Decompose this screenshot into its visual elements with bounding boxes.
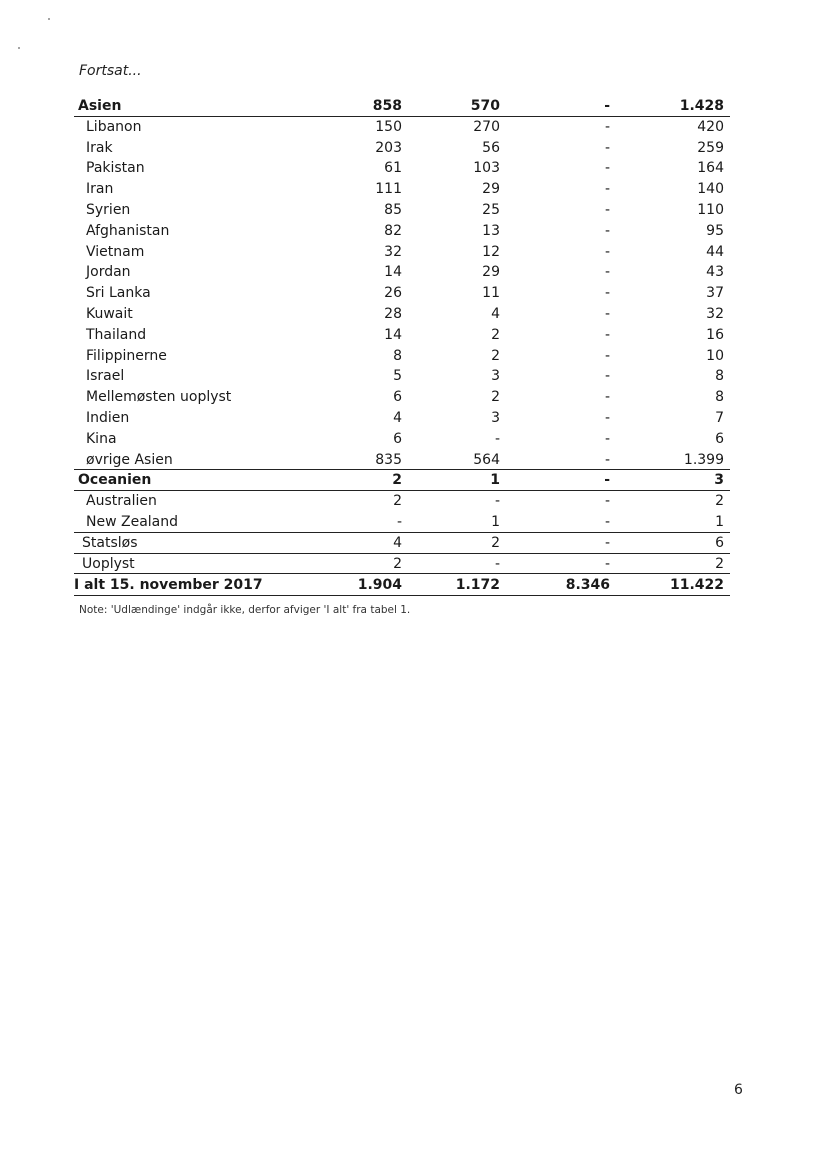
value-col-4: 11.422 bbox=[669, 577, 724, 594]
table-row bbox=[74, 491, 730, 512]
value-col-4: 164 bbox=[697, 160, 724, 177]
value-col-2: - bbox=[494, 493, 500, 510]
value-col-4: 16 bbox=[706, 326, 724, 343]
value-col-4: 44 bbox=[706, 243, 724, 260]
table-row bbox=[74, 450, 730, 471]
row-label: New Zealand bbox=[86, 513, 178, 530]
value-col-3: 8.346 bbox=[565, 577, 610, 594]
table-row bbox=[74, 429, 730, 450]
table-row bbox=[74, 554, 730, 575]
value-col-4: 420 bbox=[697, 118, 724, 135]
value-col-1: 150 bbox=[375, 118, 402, 135]
value-col-3: - bbox=[604, 472, 610, 489]
value-col-3: - bbox=[604, 368, 610, 385]
value-col-4: 10 bbox=[706, 347, 724, 364]
value-col-1: 6 bbox=[393, 430, 402, 447]
table-row bbox=[74, 242, 730, 263]
table-row bbox=[74, 283, 730, 304]
row-label: Filippinerne bbox=[86, 347, 167, 364]
value-col-2: 1 bbox=[490, 472, 500, 489]
value-col-3: - bbox=[604, 451, 610, 468]
row-label: Syrien bbox=[86, 201, 131, 218]
value-col-2: 570 bbox=[470, 98, 500, 114]
statistics-table bbox=[74, 96, 730, 596]
value-col-2: 11 bbox=[482, 285, 500, 302]
row-label: Irak bbox=[86, 139, 113, 156]
row-label: Uoplyst bbox=[82, 555, 135, 572]
value-col-1: 26 bbox=[384, 285, 402, 302]
row-label: I alt 15. november 2017 bbox=[74, 577, 263, 594]
table-row bbox=[74, 179, 730, 200]
value-col-1: 8 bbox=[393, 347, 402, 364]
row-label: Indien bbox=[86, 409, 130, 426]
value-col-3: - bbox=[604, 513, 610, 530]
value-col-2: 2 bbox=[491, 534, 500, 551]
value-col-3: - bbox=[604, 160, 610, 177]
table-row bbox=[74, 262, 730, 283]
value-col-3: - bbox=[604, 430, 610, 447]
row-label: Mellemøsten uoplyst bbox=[86, 389, 232, 406]
value-col-1: 2 bbox=[393, 555, 402, 572]
value-col-2: 29 bbox=[482, 264, 500, 281]
value-col-2: 103 bbox=[473, 160, 500, 177]
value-col-4: 140 bbox=[697, 181, 724, 198]
value-col-1: 858 bbox=[372, 98, 402, 114]
table-row bbox=[74, 138, 730, 159]
table-row bbox=[74, 346, 730, 367]
value-col-3: - bbox=[604, 201, 610, 218]
value-col-3: - bbox=[604, 222, 610, 239]
value-col-1: 2 bbox=[392, 472, 402, 489]
value-col-2: 4 bbox=[491, 305, 500, 322]
value-col-2: 12 bbox=[482, 243, 500, 260]
value-col-3: - bbox=[604, 305, 610, 322]
scan-speck bbox=[18, 47, 20, 49]
value-col-3: - bbox=[604, 243, 610, 260]
row-label: Kuwait bbox=[86, 305, 133, 322]
row-label: Iran bbox=[86, 181, 114, 198]
value-col-3: - bbox=[604, 264, 610, 281]
row-label: Asien bbox=[78, 98, 122, 114]
value-col-2: 25 bbox=[482, 201, 500, 218]
row-label: Jordan bbox=[86, 264, 131, 281]
value-col-1: 2 bbox=[393, 493, 402, 510]
table-row bbox=[74, 158, 730, 179]
table-row bbox=[74, 366, 730, 387]
value-col-3: - bbox=[604, 98, 610, 114]
row-label: Afghanistan bbox=[86, 222, 170, 239]
value-col-1: 835 bbox=[375, 451, 402, 468]
value-col-4: 1 bbox=[715, 513, 724, 530]
table-row bbox=[74, 117, 730, 138]
value-col-2: 56 bbox=[482, 139, 500, 156]
value-col-2: 564 bbox=[473, 451, 500, 468]
row-label: Oceanien bbox=[78, 472, 152, 489]
value-col-3: - bbox=[604, 181, 610, 198]
page-number: 6 bbox=[734, 1082, 743, 1098]
value-col-2: 2 bbox=[491, 347, 500, 364]
value-col-3: - bbox=[604, 326, 610, 343]
value-col-1: 4 bbox=[393, 534, 402, 551]
value-col-2: 270 bbox=[473, 118, 500, 135]
value-col-1: 1.904 bbox=[357, 577, 402, 594]
value-col-2: 2 bbox=[491, 389, 500, 406]
value-col-3: - bbox=[604, 139, 610, 156]
table-row bbox=[74, 200, 730, 221]
value-col-3: - bbox=[604, 493, 610, 510]
value-col-4: 3 bbox=[714, 472, 724, 489]
group-header-row bbox=[74, 470, 730, 491]
total-row bbox=[74, 574, 730, 596]
row-label: Sri Lanka bbox=[86, 285, 151, 302]
value-col-1: 28 bbox=[384, 305, 402, 322]
value-col-1: 85 bbox=[384, 201, 402, 218]
value-col-4: 2 bbox=[715, 555, 724, 572]
value-col-1: 14 bbox=[384, 264, 402, 281]
value-col-2: 3 bbox=[491, 368, 500, 385]
value-col-4: 8 bbox=[715, 368, 724, 385]
value-col-3: - bbox=[604, 389, 610, 406]
value-col-4: 1.428 bbox=[679, 98, 724, 114]
value-col-1: 6 bbox=[393, 389, 402, 406]
value-col-4: 95 bbox=[706, 222, 724, 239]
value-col-2: 13 bbox=[482, 222, 500, 239]
scan-speck bbox=[48, 18, 50, 20]
value-col-2: 29 bbox=[482, 181, 500, 198]
table-row bbox=[74, 325, 730, 346]
value-col-1: 111 bbox=[375, 181, 402, 198]
table-row bbox=[74, 387, 730, 408]
value-col-1: 5 bbox=[393, 368, 402, 385]
value-col-3: - bbox=[604, 118, 610, 135]
value-col-3: - bbox=[604, 347, 610, 364]
group-header-row bbox=[74, 96, 730, 117]
value-col-4: 259 bbox=[697, 139, 724, 156]
value-col-2: - bbox=[494, 555, 500, 572]
value-col-3: - bbox=[604, 534, 610, 551]
value-col-1: 61 bbox=[384, 160, 402, 177]
value-col-2: 1.172 bbox=[455, 577, 500, 594]
value-col-4: 37 bbox=[706, 285, 724, 302]
value-col-4: 2 bbox=[715, 493, 724, 510]
value-col-2: 2 bbox=[491, 326, 500, 343]
value-col-2: - bbox=[494, 430, 500, 447]
table-row bbox=[74, 512, 730, 533]
table-row bbox=[74, 533, 730, 554]
row-label: Vietnam bbox=[86, 243, 145, 260]
value-col-4: 32 bbox=[706, 305, 724, 322]
value-col-4: 6 bbox=[715, 430, 724, 447]
row-label: Statsløs bbox=[82, 534, 138, 551]
value-col-4: 6 bbox=[715, 534, 724, 551]
table-row bbox=[74, 408, 730, 429]
row-label: Israel bbox=[86, 368, 125, 385]
value-col-4: 1.399 bbox=[683, 451, 724, 468]
value-col-4: 7 bbox=[715, 409, 724, 426]
value-col-1: 4 bbox=[393, 409, 402, 426]
continued-label: Fortsat... bbox=[79, 63, 142, 79]
value-col-4: 110 bbox=[697, 201, 724, 218]
value-col-2: 3 bbox=[491, 409, 500, 426]
row-label: Thailand bbox=[86, 326, 147, 343]
value-col-2: 1 bbox=[491, 513, 500, 530]
row-label: øvrige Asien bbox=[86, 451, 173, 468]
table-row bbox=[74, 304, 730, 325]
value-col-3: - bbox=[604, 555, 610, 572]
value-col-1: 32 bbox=[384, 243, 402, 260]
value-col-1: 14 bbox=[384, 326, 402, 343]
row-label: Libanon bbox=[86, 118, 142, 135]
row-label: Australien bbox=[86, 493, 157, 510]
value-col-3: - bbox=[604, 285, 610, 302]
table-row bbox=[74, 221, 730, 242]
value-col-4: 43 bbox=[706, 264, 724, 281]
row-label: Pakistan bbox=[86, 160, 145, 177]
value-col-1: 82 bbox=[384, 222, 402, 239]
value-col-1: - bbox=[396, 513, 402, 530]
value-col-1: 203 bbox=[375, 139, 402, 156]
value-col-3: - bbox=[604, 409, 610, 426]
value-col-4: 8 bbox=[715, 389, 724, 406]
row-label: Kina bbox=[86, 430, 117, 447]
table-note: Note: 'Udlændinge' indgår ikke, derfor afviger 'I alt' fra tabel 1. bbox=[79, 604, 411, 616]
